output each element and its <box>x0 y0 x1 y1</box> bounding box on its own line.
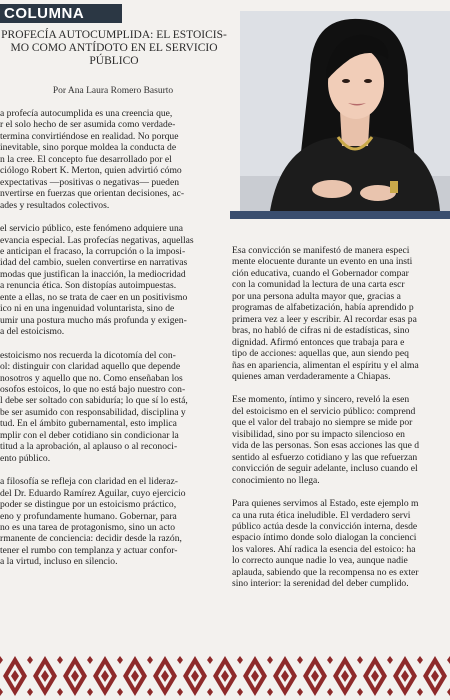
text-line: evancia especial. Las profecías negativas, aquellas <box>0 234 194 246</box>
text-line: n la cree. El concepto fue desarrollado por el <box>0 153 172 165</box>
text-line: tipo de acciones: aquellas que, aun siendo peq <box>232 348 409 360</box>
text-line: modas que justifican la inacción, la mediocridad <box>0 268 186 280</box>
text-line: visibilidad, sino por su impacto silencioso en <box>232 428 405 440</box>
text-line: Esa convicción se manifestó de manera especi <box>232 245 410 256</box>
paragraph <box>232 394 450 486</box>
text-line: programas de alfabetización, había aprendido p <box>232 302 414 314</box>
text-line: inevitable, sino porque moldea la conducta de <box>0 142 177 154</box>
text-line: nvertirse en fuerzas que orientan decisiones, ac- <box>0 188 185 200</box>
text-line: ente a ellas, no se trata de caer en un positivismo <box>0 291 188 303</box>
paragraph <box>0 108 228 211</box>
left-column <box>0 108 228 580</box>
text-line: convicción de seguir adelante, incluso cuando el <box>232 463 418 475</box>
text-line: sentido al esfuerzo cotidiano y las que refuerzan <box>232 451 418 463</box>
text-line: bras, no habló de cifras ni de estadísticas, sino <box>232 325 410 337</box>
text-line: mente elocuente durante un evento en una insti <box>232 256 413 268</box>
text-line: l debe ser soltado con sabiduría; lo que sí lo está, <box>0 395 188 407</box>
author-photo <box>240 11 450 211</box>
text-line: quienes aman verdaderamente a Chiapas. <box>232 370 391 382</box>
author-byline: Por Ana Laura Romero Basurto <box>52 86 174 96</box>
text-line: a renuncia ética. Son distopías autoimpuestas. <box>0 280 177 292</box>
article-title <box>0 29 228 68</box>
paragraph <box>0 476 228 568</box>
text-line: a profecía autocumplida es una creencia que, <box>0 108 173 119</box>
text-line: con la comunidad la lectura de una carta escr <box>232 279 405 291</box>
text-line: expectativas —positivas o negativas— pueden <box>0 176 180 188</box>
text-line: ca una ruta ética ineludible. El verdadero servi <box>232 509 411 521</box>
text-line: ico ni en una ingenuidad voluntarista, sino de <box>0 303 175 315</box>
text-line: no es una tarea de protagonismo, sino un acto <box>0 521 176 533</box>
text-line: idad del cambio, suelen convertirse en narrativas <box>0 257 188 269</box>
text-line: sino interior: la serenidad del deber cumplido. <box>232 578 409 590</box>
author-portrait-image <box>240 11 450 211</box>
right-column <box>232 245 450 602</box>
text-line: Para quienes servimos al Estado, este ejemplo m <box>232 498 419 510</box>
text-line: ñas en apariencia, alimentan el espíritu y el alma <box>232 359 419 371</box>
text-line: público actúa desde la convicción interna, desde <box>232 520 418 532</box>
article-title-line: PÚBLICO <box>89 55 139 67</box>
text-line: a del estoicismo. <box>0 326 65 338</box>
text-line: termina convirtiéndose en realidad. No porque <box>0 130 179 142</box>
text-line: conocimiento no llega. <box>232 474 320 486</box>
text-line: vida de las personas. Son esas acciones las que d <box>232 440 420 452</box>
section-label: COLUMNA <box>0 4 122 23</box>
text-line: ento público. <box>0 452 51 464</box>
text-line: que el valor del trabajo no siempre se mide por <box>232 417 413 429</box>
text-line: estoicismo nos recuerda la dicotomía del con- <box>0 349 176 361</box>
text-line: a filosofía se refleja con claridad en el lideraz- <box>0 476 178 488</box>
article-title-line: PROFECÍA AUTOCUMPLIDA: EL ESTOICIS- <box>1 29 227 41</box>
text-line: osofos estoicos, lo que no está bajo nuestro con- <box>0 383 186 395</box>
text-line: titud a la aprobación, al aplauso o al reconoci- <box>0 441 178 453</box>
text-line: nosotros y aquello que no. Como enseñaban los <box>0 372 183 384</box>
paragraph <box>0 350 228 465</box>
text-line: ción educativa, cuando el Gobernador compar <box>232 267 409 279</box>
text-line: tener el rumbo con templanza y actuar confor- <box>0 544 178 556</box>
decorative-textile-pattern <box>0 652 450 700</box>
paragraph <box>232 245 450 382</box>
text-line: ciólogo Robert K. Merton, quien advirtió cómo <box>0 165 182 177</box>
text-line: ades y resultados colectivos. <box>0 199 110 211</box>
text-line: rmanente de conciencia: decidir desde la razón, <box>0 533 182 545</box>
photo-accent-band <box>230 211 450 219</box>
text-line: el servicio público, este fenómeno adquiere una <box>0 223 184 235</box>
text-line: umir una postura mucho más profunda y exigen- <box>0 314 187 326</box>
text-line: aplauda, sabiendo que la recompensa no es exter <box>232 566 419 578</box>
text-line: espacio íntimo donde solo dialogan la concienci <box>232 532 417 544</box>
text-line: be ser asumido con responsabilidad, disciplina y <box>0 406 186 418</box>
text-line: ol: distinguir con claridad aquello que depende <box>0 361 181 373</box>
text-line: lo correcto aunque nadie lo vea, aunque nadie <box>232 555 408 567</box>
text-line: tud. En el ámbito gubernamental, esto implica <box>0 418 177 430</box>
text-line: r el solo hecho de ser asumida como verdade- <box>0 119 176 131</box>
article-title-line: MO COMO ANTÍDOTO EN EL SERVICIO <box>10 42 218 54</box>
text-line: eno y profundamente humano. Gobernar, para <box>0 510 177 522</box>
paragraph <box>0 223 228 338</box>
paragraph <box>232 498 450 590</box>
text-line: Ese momento, íntimo y sincero, reveló la esen <box>232 394 410 406</box>
text-line: del estoicismo en el servicio público: comprend <box>232 405 416 417</box>
text-line: mplir con el deber cotidiano sin condicionar la <box>0 429 179 441</box>
text-line: del Dr. Eduardo Ramírez Aguilar, cuyo ejercicio <box>0 487 186 499</box>
text-line: e anticipan el fracaso, la corrupción o la imposi- <box>0 245 186 257</box>
text-line: primera vez a leer y escribir. Al recordar esas pa <box>232 313 417 325</box>
text-line: poder se distingue por un estoicismo práctico, <box>0 499 177 511</box>
text-line: los valores. Ahí radica la esencia del estoico: ha <box>232 543 416 555</box>
text-line: dignidad. Afirmó entonces que trabaja para e <box>232 336 405 348</box>
text-line: a la virtud, incluso en silencio. <box>0 556 118 568</box>
text-line: por una persona adulta mayor que, gracias a <box>232 290 401 302</box>
